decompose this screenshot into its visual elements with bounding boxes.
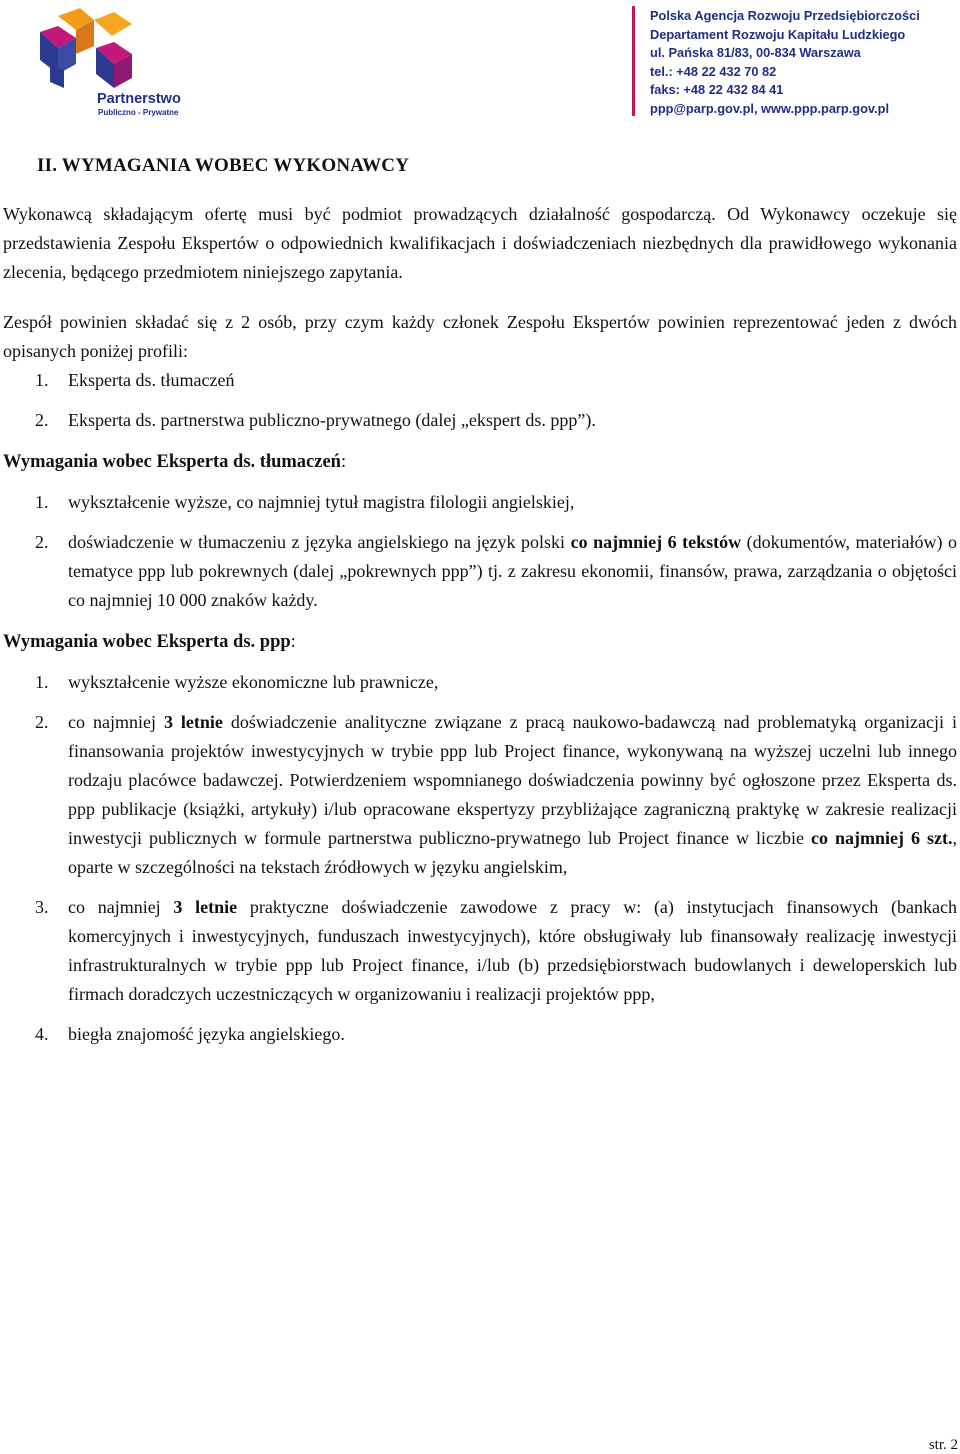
list-item: [3, 366, 957, 395]
list-number: 2.: [35, 532, 49, 552]
page-number: str. 2: [928, 1437, 958, 1453]
list-text: wykształcenie wyższe, co najmniej tytuł magistra filologii angielskiej,: [68, 492, 575, 512]
list-text: Eksperta ds. partnerstwa publiczno-prywatnego (dalej „ekspert ds. ppp”).: [68, 410, 596, 430]
logo-title: Partnerstwo: [97, 91, 181, 107]
ppp-heading: Wymagania wobec Eksperta ds. ppp:: [3, 632, 296, 652]
list-number: 1.: [35, 672, 49, 692]
document-body: [3, 155, 957, 1049]
intro-paragraph: Wykonawcą składającym ofertę musi być podmiot prowadzących działalność gospodarczą. Od Wykonawcy oczekuje się przedstawienia Zespołu Ekspertów o odpowiednich kwalifikacjach i doświadczeniach niezbędnych dla prawidłowego wykonania zlecenia, będącego przedmiotem niniejszego zapytania.: [3, 204, 957, 282]
list-number: 1.: [35, 492, 49, 512]
list-number: 1.: [35, 370, 49, 390]
contact-line-fax: faks: +48 22 432 84 41: [650, 82, 784, 98]
profile-list: [3, 366, 957, 435]
translator-heading: Wymagania wobec Eksperta ds. tłumaczeń:: [3, 452, 347, 472]
section-title: II. WYMAGANIA WOBEC WYKONAWCY: [37, 155, 410, 176]
list-item: 2. co najmniej 3 letnie doświadczenie analityczne związane z pracą naukowo-badawczą nad problematyką organizacji i finansowania projektów inwestycyjnych w trybie ppp lub Project finance, wykonywaną na wyższej uczelni lub innego rodzaju placówce badawczej. Potwierdzeniem wspomnianego doświadczenia powinny być ogłoszone przez Eksperta ds. ppp publikacje (książki, artykuły) i/lub opracowane ekspertyzy przybliżające zagraniczną praktykę w zakresie realizacji inwestycji publicznych w formule partnerstwa publiczno-prywatnego lub Project finance w liczbie co najmniej 6 szt., oparte w szczególności na tekstach źródłowych w języku angielskim,: [3, 708, 957, 882]
list-text: wykształcenie wyższe ekonomiczne lub prawnicze,: [68, 672, 439, 692]
list-text: biegła znajomość języka angielskiego.: [68, 1024, 345, 1044]
team-paragraph: Zespół powinien składać się z 2 osób, przy czym każdy członek Zespołu Ekspertów powinien reprezentować jeden z dwóch opisanych poniżej profili:: [3, 312, 957, 361]
list-item: [3, 668, 957, 697]
ppp-logo-icon: [36, 8, 136, 93]
contact-line-agency: Polska Agencja Rozwoju Przedsiębiorczości: [650, 8, 920, 23]
list-text: Eksperta ds. tłumaczeń: [68, 370, 235, 390]
list-item: 2. doświadczenie w tłumaczeniu z języka angielskiego na język polski co najmniej 6 tekstów (dokumentów, materiałów) o tematyce ppp lub pokrewnych (dalej „pokrewnych ppp”) tj. z zakresu ekonomii, finansów, prawa, zarządzania o objętości co najmniej 10 000 znaków każdy.: [3, 528, 957, 615]
contact-line-address: ul. Pańska 81/83, 00-834 Warszawa: [650, 45, 861, 61]
ppp-requirements: [3, 668, 957, 1049]
list-number: 2.: [35, 712, 49, 732]
contact-line-phone: tel.: +48 22 432 70 82: [650, 63, 777, 79]
list-number: 2.: [35, 410, 49, 430]
ppp-logo: [36, 8, 196, 120]
list-item: 3. co najmniej 3 letnie praktyczne doświadczenie zawodowe z pracy w: (a) instytucjach finansowych (bankach komercyjnych i inwestycyjnych, funduszach inwestycyjnych), które obsługiwały lub finansowały realizację inwestycji infrastrukturalnych w trybie ppp lub Project finance, i/lub (b) przedsiębiorstwach budowlanych i deweloperskich lub firmach doradczych uczestniczących w organizowaniu i realizacji projektów ppp,: [3, 893, 957, 1009]
page-header: [0, 0, 960, 125]
list-item: [3, 1020, 957, 1049]
contact-line-email: ppp@parp.gov.pl, www.ppp.parp.gov.pl: [650, 100, 890, 116]
list-item: [3, 406, 957, 435]
contact-line-department: Departament Rozwoju Kapitału Ludzkiego: [650, 26, 906, 42]
list-number: 3.: [35, 897, 49, 917]
contact-divider: [632, 6, 635, 116]
list-item: [3, 488, 957, 517]
list-number: 4.: [35, 1024, 49, 1044]
contact-block: [650, 7, 920, 119]
translator-requirements: [3, 488, 957, 615]
logo-subtitle: Publiczno - Prywatne: [98, 108, 179, 117]
